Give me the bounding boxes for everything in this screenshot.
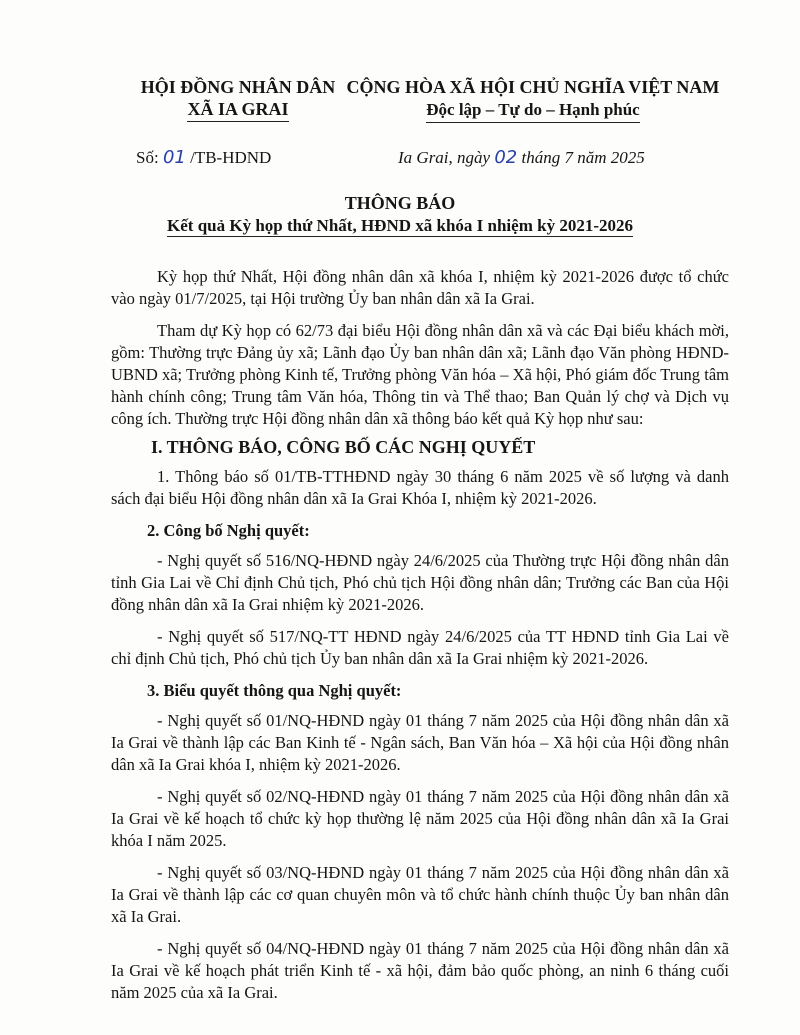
item-2-heading: 2. Công bố Nghị quyết: <box>147 521 310 540</box>
subtitle-text: Kết quả Kỳ họp thứ Nhất, HĐND xã khóa I nhiệm kỳ 2021-2026 <box>167 216 633 235</box>
date-day-handwritten: 02 <box>494 147 518 168</box>
national-motto: Độc lập – Tự do – Hạnh phúc <box>426 99 639 123</box>
item-1: 1. Thông báo số 01/TB-TTHĐND ngày 30 tháng 6 năm 2025 về số lượng và danh sách đại biểu Hội đồng nhân dân xã Ia Grai Khóa I, nhiệm kỳ 2021-2026. <box>111 467 729 508</box>
item-3c: - Nghị quyết số 03/NQ-HĐND ngày 01 tháng 7 năm 2025 của Hội đồng nhân dân xã Ia Grai về thành lập các cơ quan chuyên môn và tổ chức hành chính thuộc Ủy ban nhân dân xã Ia Grai. <box>111 863 729 926</box>
document-title: THÔNG BÁO <box>344 193 456 213</box>
section-heading-1: I. THÔNG BÁO, CÔNG BỐ CÁC NGHỊ QUYẾT <box>151 437 536 457</box>
issue-date <box>398 147 645 168</box>
document-number <box>136 147 271 168</box>
item-3a: - Nghị quyết số 01/NQ-HĐND ngày 01 tháng 7 năm 2025 của Hội đồng nhân dân xã Ia Grai về thành lập các Ban Kinh tế - Ngân sách, Ban Văn hóa – Xã hội của Hội đồng nhân dân xã Ia Grai khóa I, nhiệm kỳ 2021-2026. <box>111 711 729 774</box>
date-place: Ia Grai, ngày <box>398 148 491 167</box>
date-month-year: tháng 7 năm 2025 <box>521 148 645 167</box>
doc-number-handwritten: 01 <box>162 147 186 168</box>
document-body <box>111 266 729 1014</box>
nation-name: CỘNG HÒA XÃ HỘI CHỦ NGHĨA VIỆT NAM <box>346 77 720 97</box>
national-header <box>338 76 728 123</box>
issuing-authority <box>118 76 358 122</box>
authority-line-2: XÃ IA GRAI <box>187 98 288 122</box>
item-2a: - Nghị quyết số 516/NQ-HĐND ngày 24/6/2025 của Thường trực Hội đồng nhân dân tỉnh Gia Lai về Chỉ định Chủ tịch, Phó chủ tịch Hội đồng nhân dân; Trưởng các Ban của Hội đồng nhân dân xã Ia Grai nhiệm kỳ 2021-2026. <box>111 551 729 614</box>
paragraph-intro: Kỳ họp thứ Nhất, Hội đồng nhân dân xã khóa I, nhiệm kỳ 2021-2026 được tổ chức vào ngày 01/7/2025, tại Hội trường Ủy ban nhân dân xã Ia Grai. <box>111 267 729 308</box>
doc-number-prefix: Số: <box>136 148 159 167</box>
authority-line-1: HỘI ĐỒNG NHÂN DÂN <box>140 77 336 97</box>
item-3-heading: 3. Biểu quyết thông qua Nghị quyết: <box>147 681 402 700</box>
item-3d: - Nghị quyết số 04/NQ-HĐND ngày 01 tháng 7 năm 2025 của Hội đồng nhân dân xã Ia Grai về kế hoạch phát triển Kinh tế - xã hội, đảm bảo quốc phòng, an ninh 6 tháng cuối năm 2025 của xã Ia Grai. <box>111 939 729 1002</box>
item-3b: - Nghị quyết số 02/NQ-HĐND ngày 01 tháng 7 năm 2025 của Hội đồng nhân dân xã Ia Grai về kế hoạch tổ chức kỳ họp thường lệ năm 2025 của Hội đồng nhân dân xã Ia Grai khóa I năm 2025. <box>111 787 729 850</box>
document-subtitle <box>0 216 800 236</box>
paragraph-attendance: Tham dự Kỳ họp có 62/73 đại biểu Hội đồng nhân dân xã và các Đại biểu khách mời, gồm: Thường trực Đảng ủy xã; Lãnh đạo Ủy ban nhân dân xã; Lãnh đạo Văn phòng HĐND-UBND xã; Trưởng phòng Kinh tế, Trưởng phòng Văn hóa – Xã hội, Phó giám đốc Trung tâm hành chính công; Trung tâm Văn hóa, Thông tin và Thể thao; Ban Quản lý chợ và Dịch vụ công ích. Thường trực Hội đồng nhân dân xã thông báo kết quả Kỳ họp như sau: <box>111 321 729 428</box>
doc-number-suffix: /TB-HDND <box>190 148 272 167</box>
item-2b: - Nghị quyết số 517/NQ-TT HĐND ngày 24/6/2025 của TT HĐND tỉnh Gia Lai về chỉ định Chủ tịch, Phó chủ tịch Ủy ban nhân dân xã Ia Grai nhiệm kỳ 2021-2026. <box>111 627 729 668</box>
